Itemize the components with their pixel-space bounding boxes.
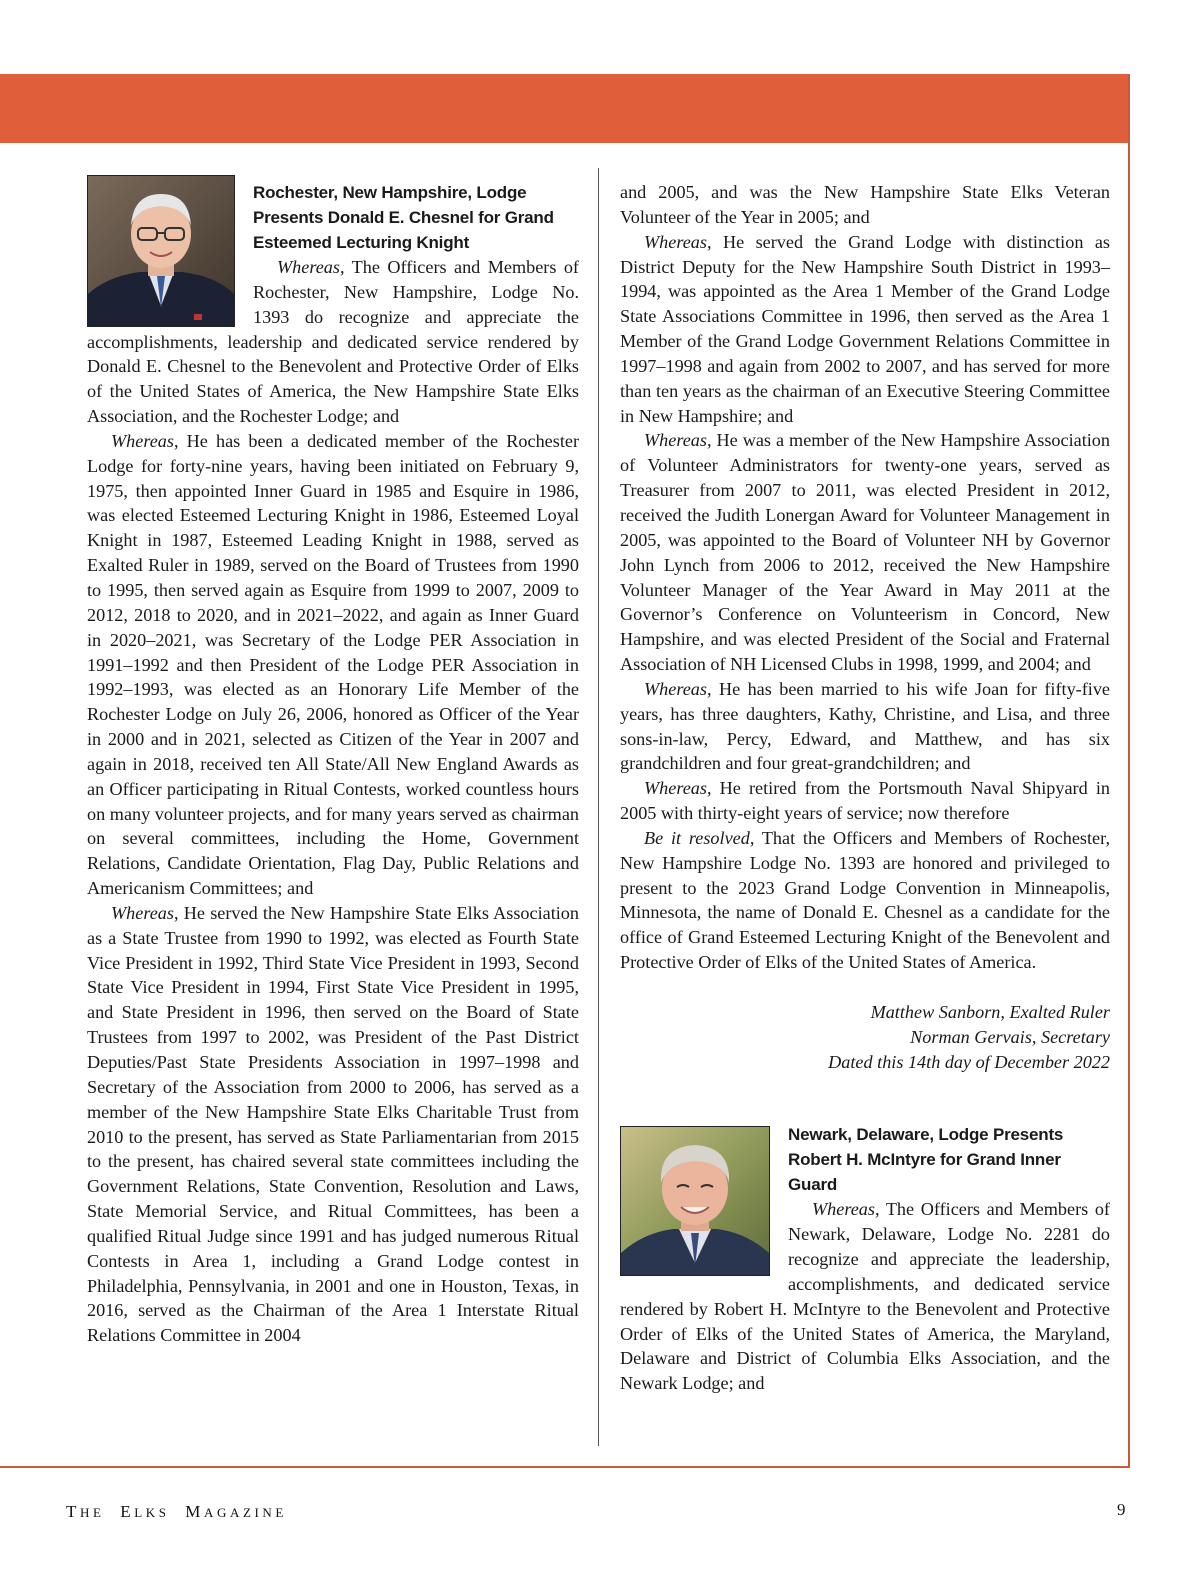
article-1-paragraph-2: Whereas, He has been a dedicated member of the Rochester Lodge for forty-nine years, having been initiated on February 9, 1975, then appointed Inner Guard in 1985 and Esquire in 1986, was elected Esteemed Lecturing Knight in 1986, Esteemed Loyal Knight in 1987, Esteemed Leading Knight in 1988, served as Exalted Ruler in 1989, served on the Board of Trustees from 1990 to 1995, then served again as Esquire from 1999 to 2007, 2009 to 2012, 2018 to 2020, and in 2021–2022, and again as Inner Guard in 2020–2021, was Secretary of the Lodge PER Association in 1991–1992 and then President of the Lodge PER Association in 1992–1993, was elected as an Honorary Life Member of the Rochester Lodge on July 26, 2006, honored as Officer of the Year in 2000 and in 2021, selected as Citizen of the Year in 2007 and again in 2018, received ten All State/All New England Awards as an Officer participating in Ritual Contests, worked countless hours on many volunteer projects, and for many years served as chairman on several committees, including the Home, Government Relations, Candidate Orientation, Flag Day, Public Relations and Americanism Committees; and xyxy=(87,430,579,899)
magazine-title: THE ELKS MAGAZINE xyxy=(66,1502,287,1521)
article-1-resolution: Be it resolved, That the Officers and Members of Rochester, New Hampshire Lodge No. 1393 are honored and privileged to present to the 2023 Grand Lodge Convention in Minneapolis, Minnesota, the name of Donald E. Chesnel as a candidate for the office of Grand Esteemed Lecturing Knight of the Benevolent and Protective Order of Elks of the United States of America. xyxy=(620,827,1110,973)
article-2-headline: Newark, Delaware, Lodge Presents Robert H. McIntyre for Grand Inner Guard xyxy=(788,1125,1064,1195)
header-banner xyxy=(0,74,1130,143)
article-1-paragraph-4: Whereas, He served the Grand Lodge with distinction as District Deputy for the New Hampshire South District in 1993–1994, was appointed as the Area 1 Member of the Grand Lodge State Associations Committee in 1996, then served as the Area 1 Member of the Grand Lodge Government Relations Committee in 1997–1998 and again from 2002 to 2007, and has served for more than ten years as the chairman of an Executive Steering Committee in New Hampshire; and xyxy=(620,231,1110,426)
donald-chesnel-photo xyxy=(87,175,235,327)
left-column xyxy=(87,180,579,1348)
page-number: 9 xyxy=(1117,1500,1126,1519)
signature-date: Dated this 14th day of December 2022 xyxy=(828,1051,1110,1072)
column-divider xyxy=(598,168,599,1446)
article-1-paragraph-6: Whereas, He has been married to his wife Joan for fifty-five years, has three daughters, Kathy, Christine, and Lisa, and three sons-in-law, Percy, Edward, and Matthew, and has six grandchildren and four great-grandchildren; and xyxy=(620,678,1110,774)
article-1-headline: Rochester, New Hampshire, Lodge Presents Donald E. Chesnel for Grand Esteemed Lecturing Knight xyxy=(253,183,554,252)
robert-mcintyre-photo xyxy=(620,1126,770,1276)
article-1-paragraph-1: Whereas, The Officers and Members of Rochester, New Hampshire, Lodge No. 1393 do recognize and appreciate the accomplishments, leadership and dedicated service rendered by Donald E. Chesnel to the Benevolent and Protective Order of Elks of the United States of America, the New Hampshire State Elks Association, and the Rochester Lodge; and xyxy=(87,257,579,427)
article-1-paragraph-5: Whereas, He was a member of the New Hampshire Association of Volunteer Administrators for twenty-one years, served as Treasurer from 2007 to 2011, was elected President in 2012, received the Judith Lonergan Award for Volunteer Management in 2005, was appointed to the Board of Volunteer NH by Governor John Lynch from 2006 to 2012, received the New Hampshire Volunteer Manager of the Year Award in May 2011 at the Governor’s Conference on Volunteerism in Concord, New Hampshire, and was elected President of the Social and Fraternal Association of NH Licensed Clubs in 1998, 1999, and 2004; and xyxy=(620,430,1110,675)
page-border-right xyxy=(1128,74,1130,1468)
signature-secretary: Norman Gervais, Secretary xyxy=(910,1026,1110,1047)
article-1-paragraph-7: Whereas, He retired from the Portsmouth Naval Shipyard in 2005 with thirty-eight years of service; now therefore xyxy=(620,778,1110,824)
right-column xyxy=(620,180,1110,1396)
article-1-paragraph-3-continued: and 2005, and was the New Hampshire State Elks Veteran Volunteer of the Year in 2005; and xyxy=(620,182,1110,227)
article-1-paragraph-3: Whereas, He served the New Hampshire State Elks Association as a State Trustee from 1990 to 1992, was elected as Fourth State Vice President in 1992, Third State Vice President in 1993, Second State Vice President in 1994, First State Vice President in 1995, and State President in 1996, then served on the Board of State Trustees from 1997 to 2002, was President of the Past District Deputies/Past State Presidents Association in 1997–1998 and Secretary of the Association from 2000 to 2006, has served as a member of the New Hampshire State Elks Charitable Trust from 2010 to the present, has served as State Parliamentarian from 2015 to the present, has chaired several state committees including the Government Relations, State Convention, Resolution and Laws, State Memorial Service, and Ritual Committees, has been a qualified Ritual Judge since 1991 and has judged numerous Ritual Contests in Area 1, including a Grand Lodge contest in Philadelphia, Pennsylvania, in 2001 and one in Houston, Texas, in 2016, served as the Chairman of the Area 1 Interstate Ritual Relations Committee in 2004 xyxy=(87,902,579,1346)
article-2-paragraph-1: Whereas, The Officers and Members of Newark, Delaware, Lodge No. 2281 do recognize and appreciate the leadership, accomplishments, and dedicated service rendered by Robert H. McIntyre to the Benevolent and Protective Order of Elks of the United States of America, the Maryland, Delaware and District of Columbia Elks Association, and the Newark Lodge; and xyxy=(620,1199,1110,1394)
page-border-bottom xyxy=(0,1466,1130,1468)
signature-exalted-ruler: Matthew Sanborn, Exalted Ruler xyxy=(870,1001,1110,1022)
